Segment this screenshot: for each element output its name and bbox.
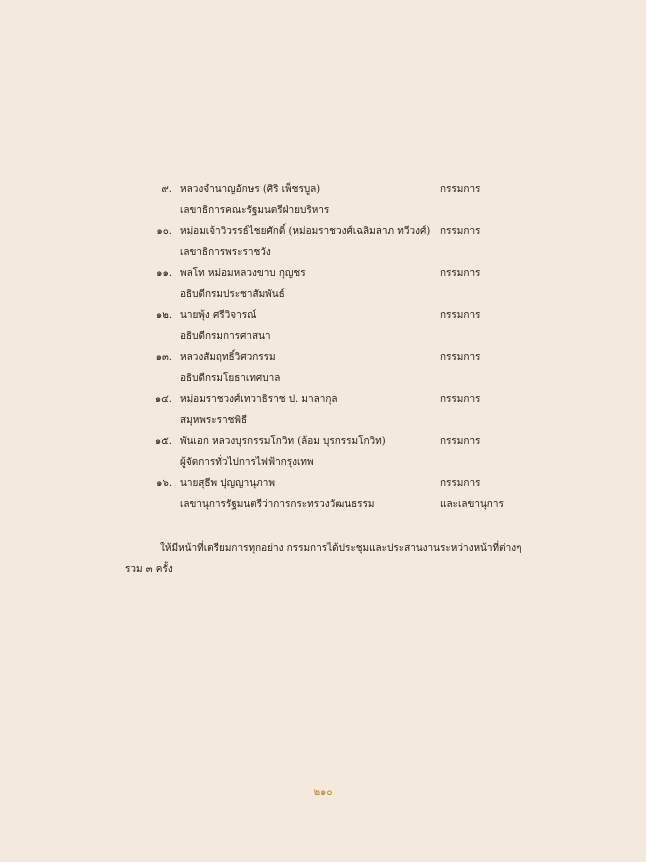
member-position: เลขานุการรัฐมนตรีว่าการกระทรวงวัฒนธรรม [180, 499, 375, 510]
member-role: กรรมการ [440, 268, 481, 279]
member-role: กรรมการ [440, 478, 481, 489]
page-number: ๒๑๐ [313, 787, 333, 798]
member-entry [0, 477, 646, 519]
member-name: หลวงจำนาญอักษร (ศิริ เพ็ชรบูล) [180, 184, 321, 195]
member-entry [0, 225, 646, 267]
member-role-secondary: และเลขานุการ [440, 499, 504, 510]
member-number: ๑๒. [155, 310, 172, 321]
member-entry [0, 267, 646, 309]
member-number: ๑๔. [154, 394, 172, 405]
member-name: พันเอก หลวงบุรกรรมโกวิท (ล้อม บุรกรรมโกวิท) [180, 436, 386, 447]
member-role: กรรมการ [440, 184, 481, 195]
member-role: กรรมการ [440, 310, 481, 321]
member-entry [0, 183, 646, 225]
member-number: ๑๖. [156, 478, 172, 489]
member-number: ๑๓. [155, 352, 172, 363]
member-number: ๑๐. [156, 226, 172, 237]
member-role: กรรมการ [440, 436, 481, 447]
member-role: กรรมการ [440, 226, 481, 237]
member-number: ๑๑. [156, 268, 172, 279]
member-position: เลขาธิการคณะรัฐมนตรีฝ่ายบริหาร [180, 205, 330, 216]
member-role: กรรมการ [440, 352, 481, 363]
member-name: หลวงสัมฤทธิ์วิศวกรรม [180, 352, 276, 363]
member-name: หม่อมเจ้าวิวรรธ์ไชยศักดิ์ (หม่อมราชวงศ์เฉลิมลาภ ทวีวงศ์) [180, 226, 431, 237]
member-number: ๙. [161, 184, 172, 195]
member-position: อธิบดีกรมโยธาเทศบาล [180, 373, 281, 384]
member-entry [0, 309, 646, 351]
member-entry [0, 435, 646, 477]
member-name: นายสุธีพ ปุญญานุภาพ [180, 478, 275, 489]
paragraph-line-2: รวม ๓ ครั้ง [125, 564, 173, 575]
member-name: นายพุ้ง ศรีวิจารณ์ [180, 310, 257, 321]
member-entry [0, 393, 646, 435]
member-name: พลโท หม่อมหลวงขาบ กุญชร [180, 268, 306, 279]
member-position: อธิบดีกรมประชาสัมพันธ์ [180, 289, 285, 300]
member-position: อธิบดีกรมการศาสนา [180, 331, 271, 342]
paragraph-line-1: ให้มีหน้าที่เตรียมการทุกอย่าง กรรมการได้ประชุมและประสานงานระหว่างหน้าที่ต่างๆ [160, 543, 522, 554]
member-name: หม่อมราชวงศ์เทวาธิราช ป. มาลากุล [180, 394, 338, 405]
member-position: เลขาธิการพระราชวัง [180, 247, 271, 258]
member-position: สมุหพระราชพิธี [180, 415, 248, 426]
member-position: ผู้จัดการทั่วไปการไฟฟ้ากรุงเทพ [180, 457, 314, 468]
member-entry [0, 351, 646, 393]
member-number: ๑๕. [154, 436, 172, 447]
member-role: กรรมการ [440, 394, 481, 405]
